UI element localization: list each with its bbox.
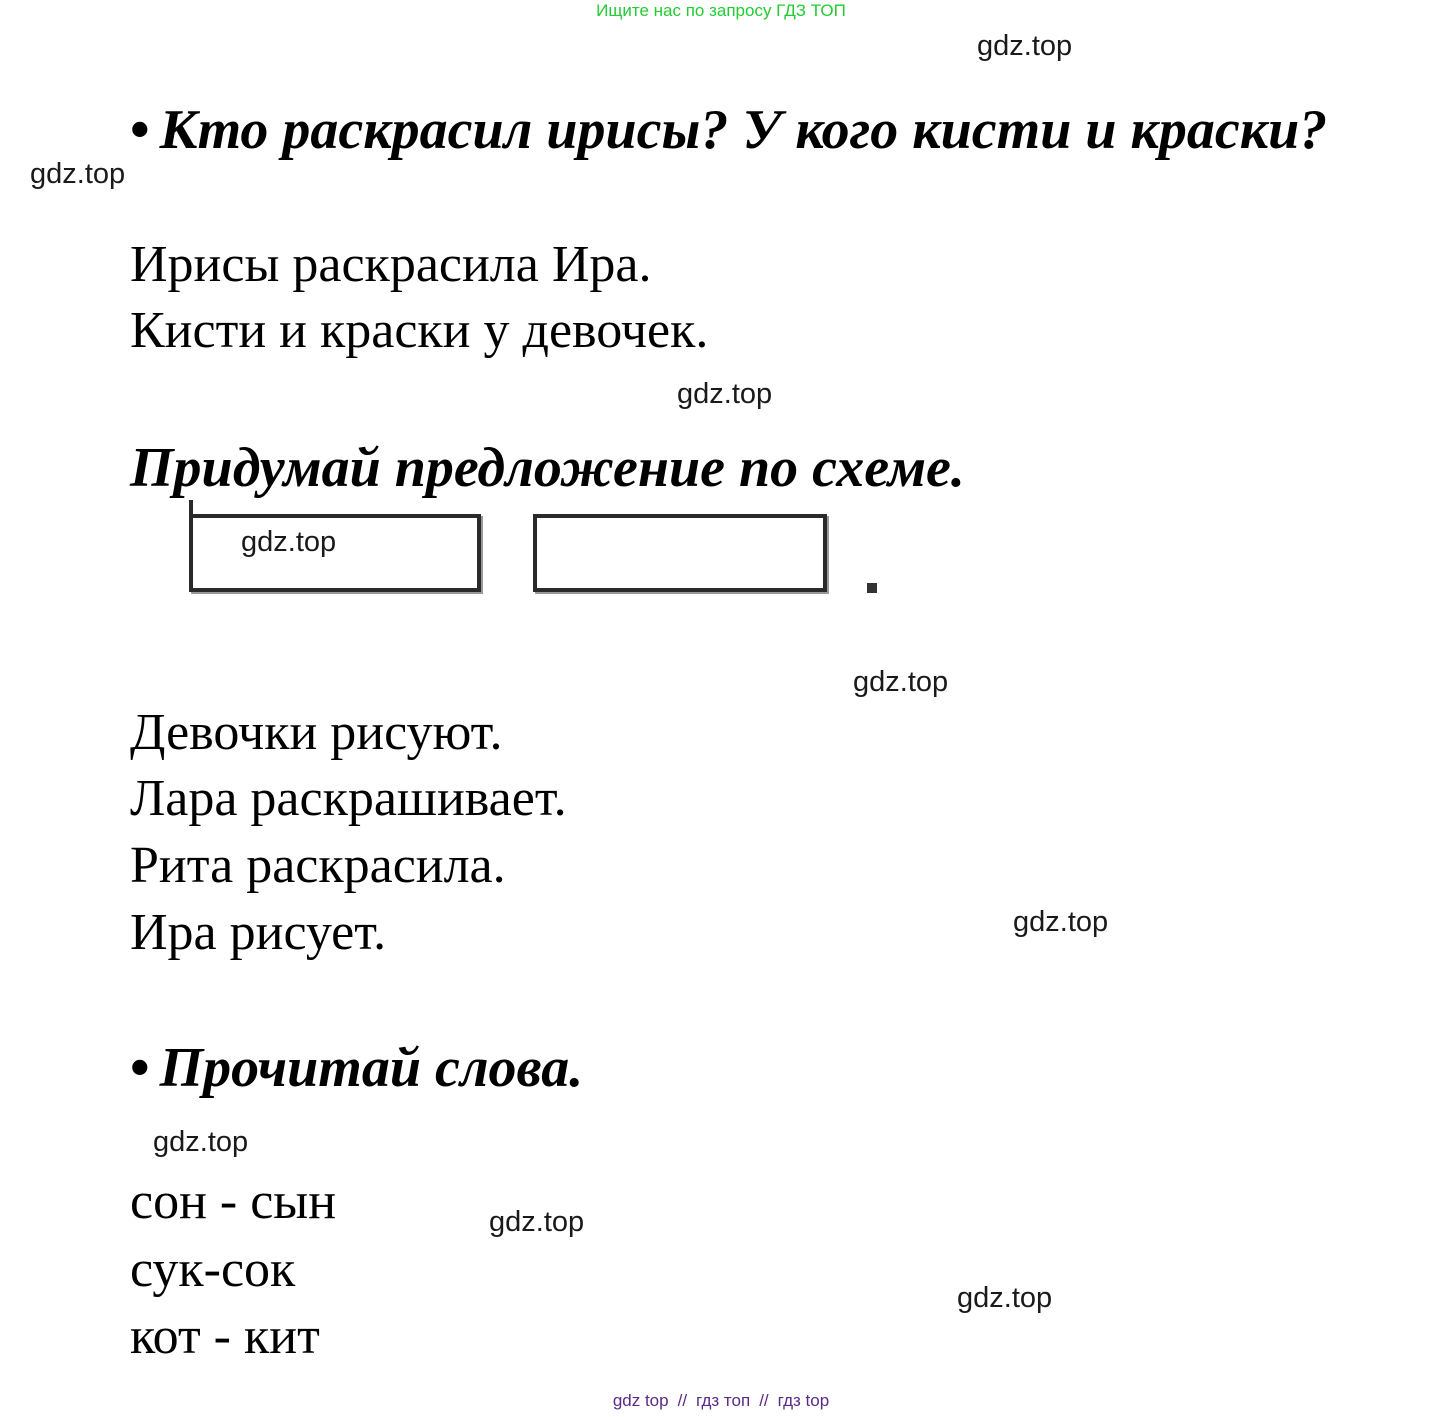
- bullet: •: [130, 1037, 150, 1099]
- watermark: gdz.top: [957, 1282, 1053, 1314]
- watermark: gdz.top: [853, 666, 949, 698]
- top-banner: Ищите нас по запросу ГДЗ ТОП: [596, 1, 846, 20]
- answer-line: Ирисы раскрасила Ира.: [130, 236, 652, 293]
- watermark: gdz.top: [241, 526, 337, 558]
- bullet: •: [130, 99, 150, 161]
- scheme-box-predicate: [533, 514, 827, 592]
- word-pair: сон - сын: [130, 1173, 337, 1230]
- footer-link[interactable]: гдз top: [777, 1391, 830, 1410]
- read-title: Прочитай слова.: [159, 1037, 584, 1099]
- watermark: gdz.top: [677, 378, 773, 410]
- read-heading: [130, 1036, 583, 1100]
- answer-line: Ира рисует.: [130, 904, 387, 961]
- watermark: gdz.top: [489, 1206, 585, 1238]
- footer: [0, 1391, 1442, 1411]
- answer-line: Девочки рисуют.: [130, 704, 503, 761]
- watermark: gdz.top: [977, 30, 1073, 62]
- answer-line: Рита раскрасила.: [130, 837, 506, 894]
- answer-line: Кисти и краски у девочек.: [130, 302, 709, 359]
- question-text: Кто раскрасил ирисы? У кого кисти и краски?: [159, 99, 1328, 161]
- footer-link[interactable]: gdz top: [612, 1391, 669, 1410]
- footer-separator: //: [759, 1391, 769, 1410]
- answer-line: Лара раскрашивает.: [130, 770, 567, 827]
- task-heading: Придумай предложение по схеме.: [130, 437, 965, 499]
- word-pair: кот - кит: [130, 1308, 320, 1365]
- watermark: gdz.top: [1013, 906, 1109, 938]
- watermark: gdz.top: [30, 158, 126, 190]
- watermark: gdz.top: [153, 1126, 249, 1158]
- question-heading: [130, 98, 1327, 162]
- scheme-period: [867, 583, 877, 593]
- footer-link[interactable]: гдз топ: [696, 1391, 751, 1410]
- word-pair: сук-сок: [130, 1241, 296, 1298]
- scheme-box-subject: [189, 514, 481, 592]
- footer-separator: //: [677, 1391, 688, 1410]
